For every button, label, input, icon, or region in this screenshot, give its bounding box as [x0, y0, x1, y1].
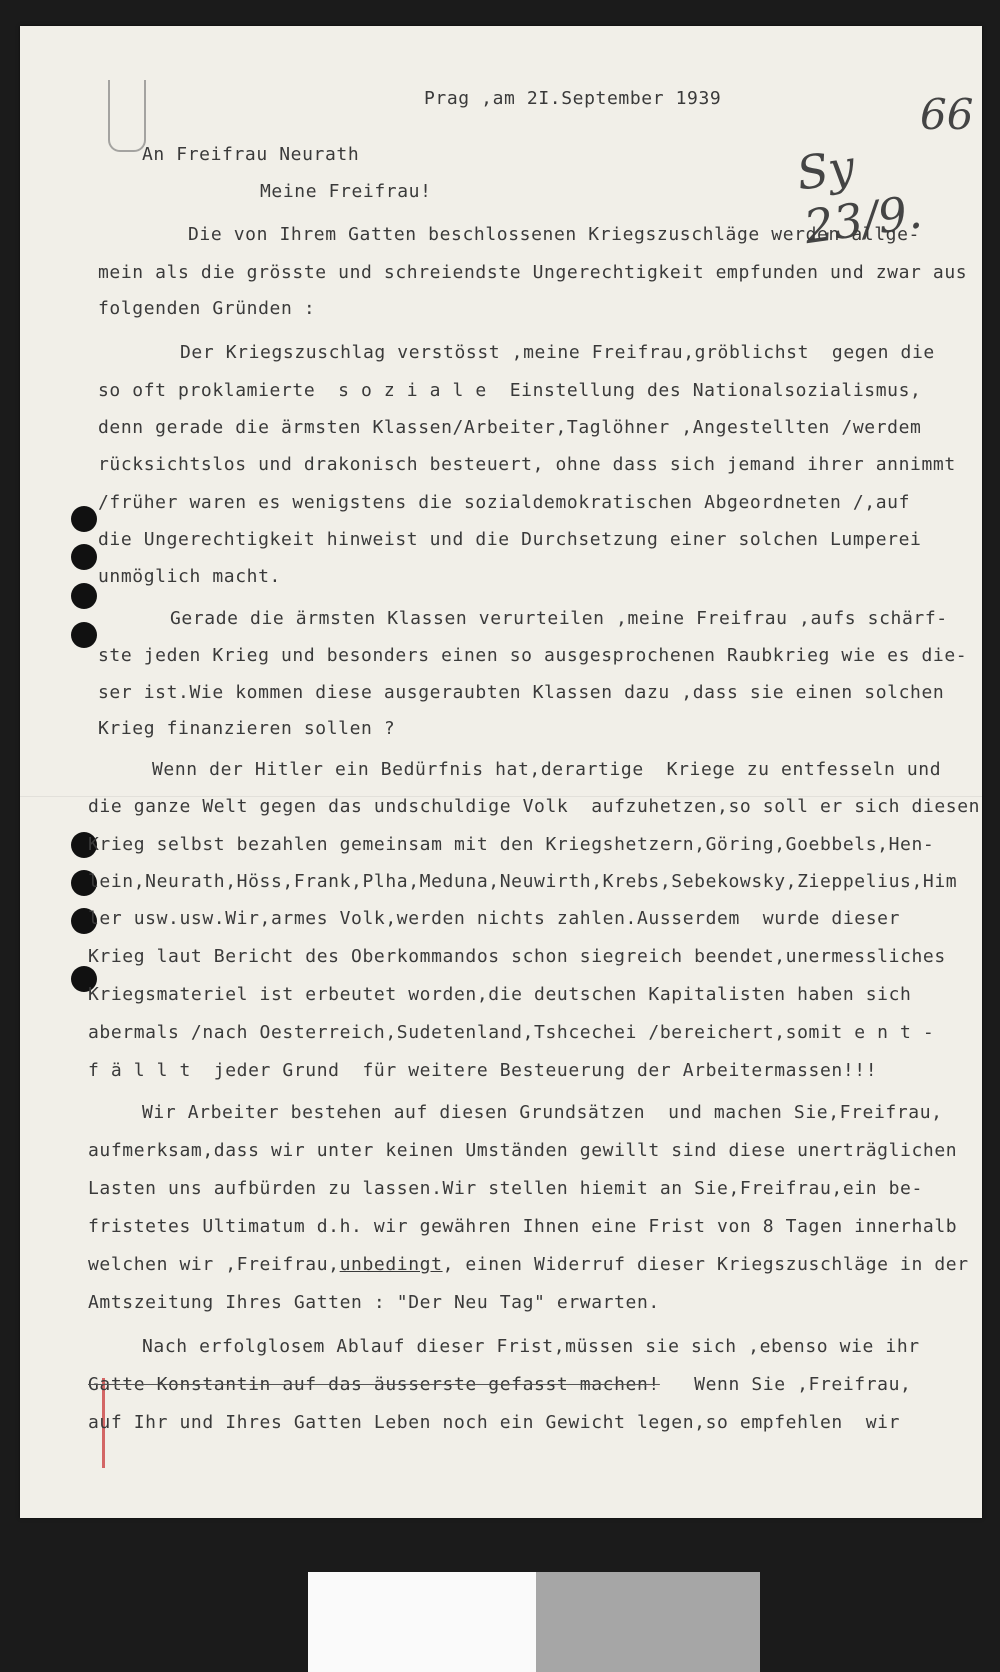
text-line: f ä l l t jeder Grund für weitere Besteuerung der Arbeitermassen!!! — [88, 1060, 878, 1081]
text-line: ler usw.usw.Wir,armes Volk,werden nichts zahlen.Ausserdem wurde dieser — [88, 908, 901, 929]
scan-tab-white — [308, 1572, 536, 1672]
text-line: folgenden Gründen : — [98, 298, 316, 319]
handwritten-initials: Sy 23/9. — [793, 139, 926, 255]
text-line: ste jeden Krieg und besonders einen so ausgesprochenen Raubkrieg wie es die- — [98, 645, 968, 666]
punch-hole — [71, 506, 97, 532]
recipient: An Freifrau Neurath — [142, 144, 360, 165]
underlined-word: unbedingt — [339, 1254, 443, 1275]
text-line: aufmerksam,dass wir unter keinen Umständen gewillt sind diese unerträglichen — [88, 1140, 958, 1161]
text-line: abermals /nach Oesterreich,Sudetenland,Tshcechei /bereichert,somit e n t - — [88, 1022, 935, 1043]
text-line: /früher waren es wenigstens die sozialdemokratischen Abgeordneten /,auf — [98, 492, 911, 513]
text-line: so oft proklamierte s o z i a l e Einstellung des Nationalsozialismus, — [98, 380, 922, 401]
text-line: Wenn der Hitler ein Bedürfnis hat,derartige Kriege zu entfesseln und — [152, 759, 942, 780]
punch-hole — [71, 622, 97, 648]
text-line: auf Ihr und Ihres Gatten Leben noch ein Gewicht legen,so empfehlen wir — [88, 1412, 901, 1433]
scan-tab-grey — [536, 1572, 760, 1672]
text-line: Lasten uns aufbürden zu lassen.Wir stellen hiemit an Sie,Freifrau,ein be- — [88, 1178, 923, 1199]
text-line: unmöglich macht. — [98, 566, 281, 587]
text-line: die ganze Welt gegen das undschuldige Volk aufzuhetzen,so soll er sich diesen — [88, 796, 981, 817]
text-line: fristetes Ultimatum d.h. wir gewähren Ihnen eine Frist von 8 Tagen innerhalb — [88, 1216, 958, 1237]
text-segment: welchen wir ,Freifrau, — [88, 1254, 340, 1275]
struck-text: Gatte Konstantin auf das äusserste gefasst machen! — [88, 1374, 660, 1395]
text-line: Amtszeitung Ihres Gatten : "Der Neu Tag" erwarten. — [88, 1292, 660, 1313]
text-line: Krieg selbst bezahlen gemeinsam mit den Kriegshetzern,Göring,Goebbels,Hen- — [88, 834, 935, 855]
text-line — [88, 1254, 969, 1275]
salutation: Meine Freifrau! — [260, 181, 432, 202]
text-line: Die von Ihrem Gatten beschlossenen Kriegszuschläge werden allge- — [188, 224, 920, 245]
text-line: denn gerade die ärmsten Klassen/Arbeiter,Taglöhner ,Angestellten /werdem — [98, 417, 922, 438]
text-line: Der Kriegszuschlag verstösst ,meine Freifrau,gröblichst gegen die — [180, 342, 935, 363]
text-segment: , einen Widerruf dieser Kriegszuschläge in der — [442, 1254, 969, 1275]
folio-number: 66 — [920, 90, 974, 139]
text-line: rücksichtslos und drakonisch besteuert, ohne dass sich jemand ihrer annimmt — [98, 454, 956, 475]
dateline: Prag ,am 2I.September 1939 — [424, 88, 722, 109]
text-line: Krieg laut Bericht des Oberkommandos schon siegreich beendet,unermessliches — [88, 946, 946, 967]
text-line: Krieg finanzieren sollen ? — [98, 718, 396, 739]
text-line: mein als die grösste und schreiendste Ungerechtigkeit empfunden und zwar aus — [98, 262, 968, 283]
document-sheet — [20, 26, 982, 1518]
text-line: Wir Arbeiter bestehen auf diesen Grundsätzen und machen Sie,Freifrau, — [142, 1102, 943, 1123]
text-line: Gerade die ärmsten Klassen verurteilen ,meine Freifrau ,aufs schärf- — [170, 608, 948, 629]
text-segment: Wenn Sie ,Freifrau, — [694, 1374, 912, 1395]
text-line — [88, 1374, 911, 1395]
paperclip-mark — [108, 80, 146, 152]
punch-hole — [71, 583, 97, 609]
punch-hole — [71, 544, 97, 570]
text-line: Kriegsmateriel ist erbeutet worden,die deutschen Kapitalisten haben sich — [88, 984, 912, 1005]
text-line: lein,Neurath,Höss,Frank,Plha,Meduna,Neuwirth,Krebs,Sebekowsky,Zieppelius,Him — [88, 871, 958, 892]
text-line: ser ist.Wie kommen diese ausgeraubten Klassen dazu ,dass sie einen solchen — [98, 682, 945, 703]
text-line: Nach erfolglosem Ablauf dieser Frist,müssen sie sich ,ebenso wie ihr — [142, 1336, 920, 1357]
text-line: die Ungerechtigkeit hinweist und die Durchsetzung einer solchen Lumperei — [98, 529, 922, 550]
